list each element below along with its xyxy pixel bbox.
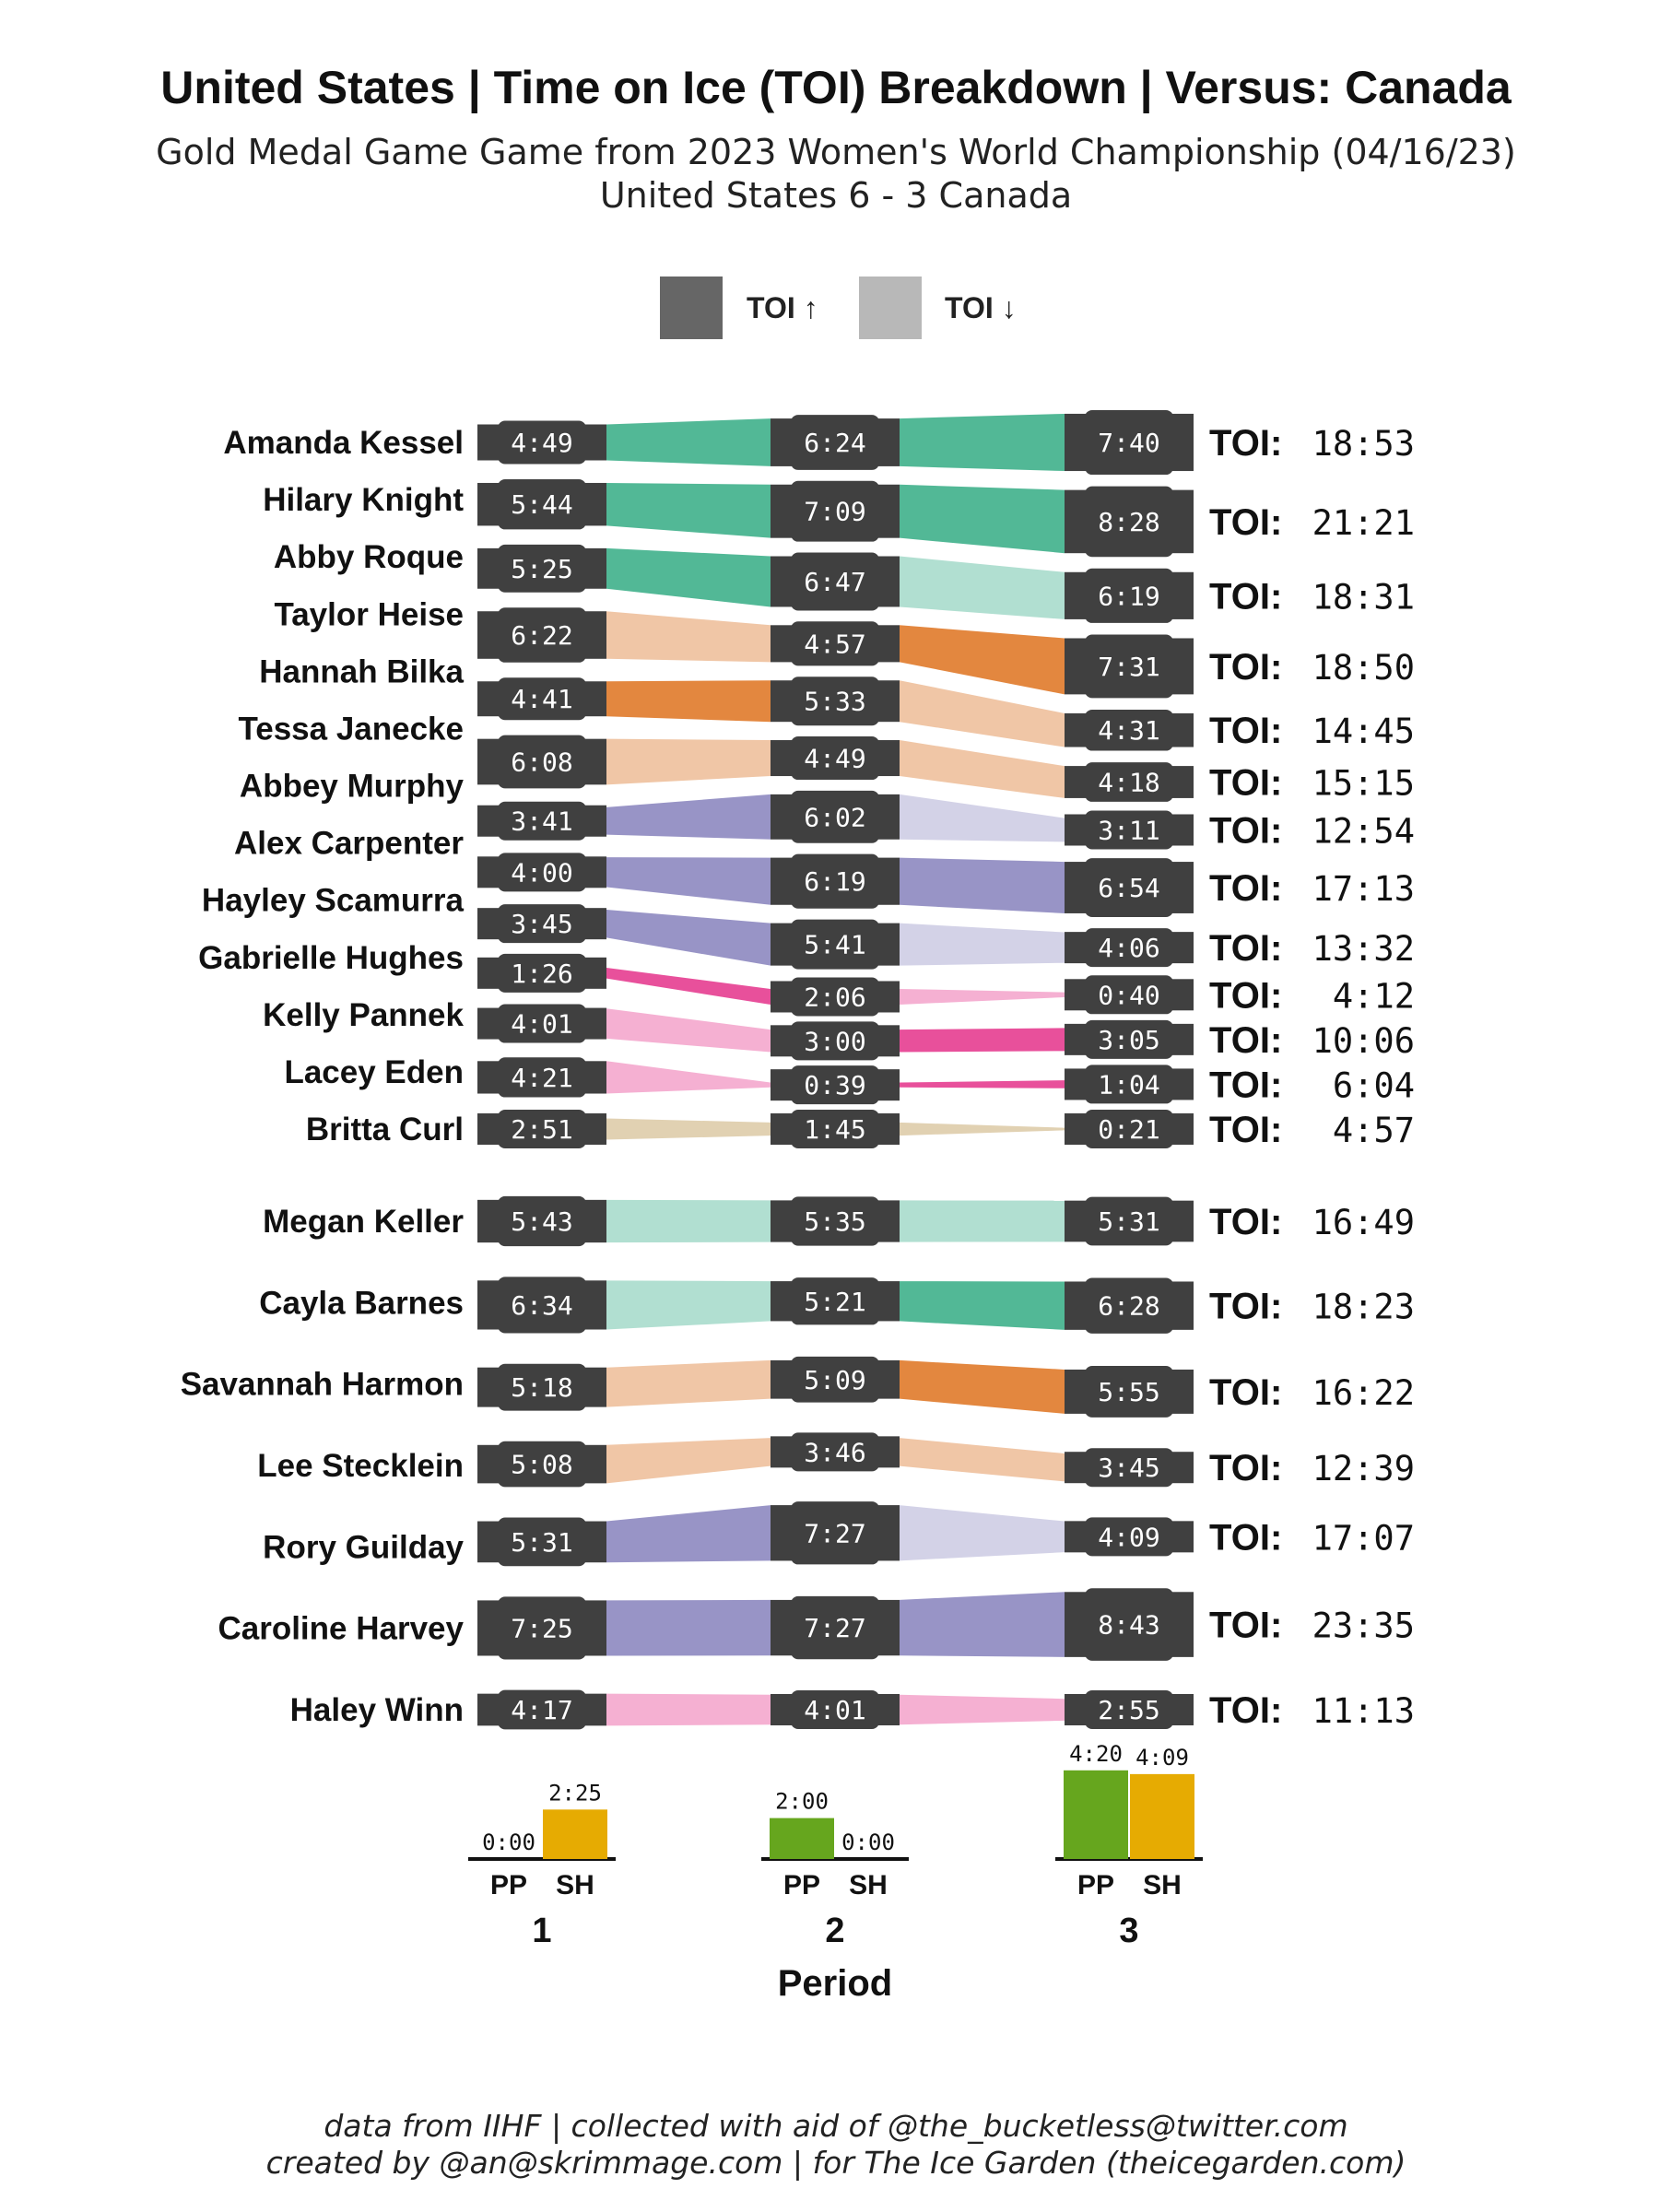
toi-label-hayley-scamurra: TOI: (1209, 928, 1283, 970)
player-name-alex-carpenter: Alex Carpenter (234, 825, 464, 862)
sh-axis-label-period-3: SH (1143, 1870, 1182, 1900)
toi-total-rory-guilday: 17:07 (1312, 1518, 1415, 1559)
ribbon-rory-guilday-1-2 (606, 1505, 771, 1562)
ribbon-megan-keller-2-3 (900, 1200, 1065, 1241)
ribbon-savannah-harmon-2-3 (900, 1360, 1065, 1414)
ribbon-kelly-pannek-1-2 (606, 1008, 771, 1052)
toi-label-alex-carpenter: TOI: (1209, 868, 1283, 910)
period-toi-boxes (477, 410, 1194, 1729)
ribbon-abbey-murphy-1-2 (606, 794, 771, 840)
ribbon-lacey-eden-1-2 (606, 1061, 771, 1093)
toi-value-megan-keller-period-2: 5:35 (804, 1206, 866, 1237)
legend (660, 276, 1017, 339)
player-name-kelly-pannek: Kelly Pannek (263, 996, 464, 1033)
player-name-abbey-murphy: Abbey Murphy (239, 768, 464, 805)
toi-total-kelly-pannek: 10:06 (1312, 1020, 1415, 1061)
toi-total-lacey-eden: 6:04 (1332, 1065, 1415, 1106)
pp-bar-period-2 (770, 1818, 834, 1859)
ribbon-tessa-janecke-2-3 (900, 740, 1065, 798)
toi-value-rory-guilday-period-2: 7:27 (804, 1518, 866, 1549)
player-name-hilary-knight: Hilary Knight (263, 482, 464, 519)
toi-value-savannah-harmon-period-1: 5:18 (511, 1372, 573, 1404)
ribbon-abby-roque-1-2 (606, 548, 771, 607)
toi-label-britta-curl: TOI: (1209, 1110, 1283, 1150)
toi-total-abby-roque: 18:31 (1312, 577, 1415, 618)
sh-value-period-1: 2:25 (548, 1780, 602, 1806)
toi-total-hilary-knight: 21:21 (1312, 502, 1415, 543)
toi-label-megan-keller: TOI: (1209, 1202, 1283, 1242)
player-name-gabrielle-hughes: Gabrielle Hughes (198, 939, 464, 976)
toi-value-hannah-bilka-period-1: 4:41 (511, 684, 573, 715)
ribbon-rory-guilday-2-3 (900, 1505, 1065, 1560)
toi-value-britta-curl-period-3: 0:21 (1098, 1114, 1160, 1145)
ribbon-lee-stecklein-1-2 (606, 1438, 771, 1483)
player-name-tessa-janecke: Tessa Janecke (238, 711, 464, 747)
footer-credit-author: created by @an@skrimmage.com | for The Ice Garden (theicegarden.com) (265, 2145, 1406, 2181)
toi-value-rory-guilday-period-1: 5:31 (511, 1526, 573, 1558)
player-name-taylor-heise: Taylor Heise (274, 596, 464, 633)
toi-value-cayla-barnes-period-2: 5:21 (804, 1286, 866, 1317)
toi-value-kelly-pannek-period-3: 3:05 (1098, 1024, 1160, 1055)
player-name-lacey-eden: Lacey Eden (284, 1053, 464, 1090)
x-axis-title: Period (777, 1963, 893, 2004)
toi-label-kelly-pannek: TOI: (1209, 1019, 1283, 1061)
player-name-haley-winn: Haley Winn (289, 1692, 464, 1728)
player-name-megan-keller: Megan Keller (263, 1204, 464, 1240)
ribbon-cayla-barnes-1-2 (606, 1280, 771, 1329)
period-label-3: 3 (1119, 1912, 1139, 1950)
ribbon-amanda-kessel-1-2 (606, 418, 771, 466)
ribbon-abbey-murphy-2-3 (900, 794, 1065, 842)
toi-total-haley-winn: 11:13 (1312, 1691, 1415, 1731)
player-name-hannah-bilka: Hannah Bilka (259, 653, 464, 690)
toi-value-cayla-barnes-period-3: 6:28 (1098, 1290, 1160, 1322)
toi-value-hayley-scamurra-period-3: 4:06 (1098, 933, 1160, 964)
toi-label-caroline-harvey: TOI: (1209, 1605, 1283, 1646)
ribbon-gabrielle-hughes-2-3 (900, 989, 1065, 1005)
toi-label-lee-stecklein: TOI: (1209, 1448, 1283, 1489)
toi-value-gabrielle-hughes-period-1: 1:26 (511, 958, 573, 989)
toi-value-megan-keller-period-3: 5:31 (1098, 1206, 1160, 1237)
ribbon-kelly-pannek-2-3 (900, 1028, 1065, 1052)
toi-label-tessa-janecke: TOI: (1209, 762, 1283, 804)
toi-label-taylor-heise: TOI: (1209, 646, 1283, 688)
toi-value-hilary-knight-period-3: 8:28 (1098, 506, 1160, 537)
toi-value-abbey-murphy-period-3: 3:11 (1098, 815, 1160, 846)
special-teams-bars (468, 1741, 1203, 1950)
score-line: United States 6 - 3 Canada (599, 175, 1073, 216)
toi-value-cayla-barnes-period-1: 6:34 (511, 1289, 573, 1321)
toi-total-alex-carpenter: 17:13 (1312, 869, 1415, 910)
legend-swatch-toi-up (660, 276, 723, 339)
toi-value-tessa-janecke-period-2: 4:49 (804, 743, 866, 774)
ribbon-caroline-harvey-2-3 (900, 1592, 1065, 1657)
player-totals (1209, 423, 1415, 1731)
toi-label-amanda-kessel: TOI: (1209, 423, 1283, 464)
ribbon-tessa-janecke-1-2 (606, 739, 771, 785)
toi-value-abby-roque-period-3: 6:19 (1098, 581, 1160, 612)
toi-value-abby-roque-period-2: 6:47 (804, 566, 866, 597)
ribbon-cayla-barnes-2-3 (900, 1281, 1065, 1330)
ribbon-hayley-scamurra-2-3 (900, 924, 1065, 966)
toi-total-hannah-bilka: 14:45 (1312, 712, 1415, 752)
toi-value-megan-keller-period-1: 5:43 (511, 1206, 573, 1237)
ribbon-hannah-bilka-2-3 (900, 680, 1065, 747)
toi-value-haley-winn-period-3: 2:55 (1098, 1695, 1160, 1725)
toi-value-alex-carpenter-period-2: 6:19 (804, 866, 866, 898)
toi-label-gabrielle-hughes: TOI: (1209, 975, 1283, 1017)
toi-label-haley-winn: TOI: (1209, 1690, 1283, 1731)
sh-bar-period-3 (1130, 1774, 1194, 1859)
toi-value-caroline-harvey-period-2: 7:27 (804, 1613, 866, 1644)
toi-value-kelly-pannek-period-2: 3:00 (804, 1026, 866, 1057)
toi-label-hilary-knight: TOI: (1209, 501, 1283, 543)
toi-total-lee-stecklein: 12:39 (1312, 1449, 1415, 1489)
toi-label-abby-roque: TOI: (1209, 576, 1283, 618)
toi-total-savannah-harmon: 16:22 (1312, 1372, 1415, 1413)
ribbon-alex-carpenter-2-3 (900, 858, 1065, 913)
toi-value-britta-curl-period-1: 2:51 (511, 1114, 573, 1145)
toi-label-cayla-barnes: TOI: (1209, 1286, 1283, 1327)
toi-value-hannah-bilka-period-2: 5:33 (804, 686, 866, 717)
toi-value-kelly-pannek-period-1: 4:01 (511, 1008, 573, 1040)
player-name-lee-stecklein: Lee Stecklein (257, 1448, 464, 1484)
chart-subtitle: Gold Medal Game Game from 2023 Women's World Championship (04/16/23) (156, 132, 1516, 172)
period-label-1: 1 (532, 1912, 552, 1950)
toi-total-britta-curl: 4:57 (1332, 1111, 1415, 1150)
toi-value-lacey-eden-period-1: 4:21 (511, 1062, 573, 1093)
toi-total-taylor-heise: 18:50 (1312, 647, 1415, 688)
toi-value-caroline-harvey-period-1: 7:25 (511, 1613, 573, 1644)
sh-value-period-2: 0:00 (841, 1830, 895, 1855)
ribbon-hayley-scamurra-1-2 (606, 910, 771, 966)
toi-value-hayley-scamurra-period-2: 5:41 (804, 929, 866, 960)
player-name-abby-roque: Abby Roque (273, 539, 464, 576)
ribbon-britta-curl-2-3 (900, 1123, 1065, 1135)
pp-axis-label-period-3: PP (1077, 1870, 1115, 1900)
toi-value-lacey-eden-period-3: 1:04 (1098, 1069, 1160, 1100)
sh-bar-period-1 (543, 1809, 607, 1859)
toi-value-lee-stecklein-period-1: 5:08 (511, 1449, 573, 1480)
toi-value-caroline-harvey-period-3: 8:43 (1098, 1609, 1160, 1641)
legend-label-toi-down: TOI ↓ (945, 291, 1017, 324)
toi-value-taylor-heise-period-2: 4:57 (804, 629, 866, 660)
toi-value-amanda-kessel-period-2: 6:24 (804, 428, 866, 458)
footer-credit-data: data from IIHF | collected with aid of @the_bucketless@twitter.com (324, 2108, 1348, 2144)
sh-value-period-3: 4:09 (1135, 1744, 1189, 1771)
ribbon-britta-curl-1-2 (606, 1118, 771, 1139)
ribbon-haley-winn-2-3 (900, 1695, 1065, 1725)
ribbon-abby-roque-2-3 (900, 557, 1065, 619)
toi-total-tessa-janecke: 15:15 (1312, 763, 1415, 804)
ribbon-taylor-heise-1-2 (606, 611, 771, 662)
toi-value-tessa-janecke-period-1: 6:08 (511, 747, 573, 778)
player-name-caroline-harvey: Caroline Harvey (218, 1610, 464, 1647)
period-label-2: 2 (825, 1912, 845, 1950)
player-name-rory-guilday: Rory Guilday (263, 1529, 464, 1566)
toi-value-abby-roque-period-1: 5:25 (511, 553, 573, 584)
player-name-amanda-kessel: Amanda Kessel (223, 425, 464, 461)
legend-swatch-toi-down (859, 276, 922, 339)
toi-total-caroline-harvey: 23:35 (1312, 1606, 1415, 1646)
toi-total-cayla-barnes: 18:23 (1312, 1287, 1415, 1327)
ribbon-lee-stecklein-2-3 (900, 1438, 1065, 1481)
toi-value-abbey-murphy-period-2: 6:02 (804, 802, 866, 833)
legend-label-toi-up: TOI ↑ (747, 291, 818, 324)
ribbon-savannah-harmon-1-2 (606, 1360, 771, 1407)
player-name-britta-curl: Britta Curl (305, 1112, 464, 1147)
ribbon-hannah-bilka-1-2 (606, 680, 771, 722)
sh-axis-label-period-2: SH (849, 1870, 888, 1900)
toi-value-lee-stecklein-period-3: 3:45 (1098, 1453, 1160, 1484)
ribbon-haley-winn-1-2 (606, 1694, 771, 1726)
ribbon-amanda-kessel-2-3 (900, 414, 1065, 471)
ribbon-megan-keller-1-2 (606, 1200, 771, 1242)
player-name-cayla-barnes: Cayla Barnes (259, 1285, 464, 1322)
toi-label-hannah-bilka: TOI: (1209, 711, 1283, 752)
toi-value-hannah-bilka-period-3: 4:31 (1098, 715, 1160, 747)
toi-value-amanda-kessel-period-1: 4:49 (511, 428, 573, 458)
ribbon-caroline-harvey-1-2 (606, 1600, 771, 1656)
chart-title: United States | Time on Ice (TOI) Breakdown | Versus: Canada (160, 62, 1512, 113)
toi-label-lacey-eden: TOI: (1209, 1065, 1283, 1106)
toi-value-hayley-scamurra-period-1: 3:45 (511, 909, 573, 940)
sh-axis-label-period-1: SH (556, 1870, 594, 1900)
player-name-savannah-harmon: Savannah Harmon (180, 1366, 464, 1403)
toi-value-hilary-knight-period-1: 5:44 (511, 489, 573, 521)
toi-value-haley-winn-period-2: 4:01 (804, 1695, 866, 1725)
toi-value-britta-curl-period-2: 1:45 (804, 1114, 866, 1145)
player-names (181, 425, 465, 1728)
toi-value-hilary-knight-period-2: 7:09 (804, 496, 866, 527)
toi-value-alex-carpenter-period-3: 6:54 (1098, 873, 1160, 904)
toi-value-taylor-heise-period-1: 6:22 (511, 620, 573, 652)
toi-value-alex-carpenter-period-1: 4:00 (511, 857, 573, 888)
toi-total-amanda-kessel: 18:53 (1312, 424, 1415, 464)
toi-total-abbey-murphy: 12:54 (1312, 811, 1415, 852)
toi-value-lee-stecklein-period-2: 3:46 (804, 1437, 866, 1468)
ribbon-alex-carpenter-1-2 (606, 857, 771, 905)
toi-value-amanda-kessel-period-3: 7:40 (1098, 428, 1160, 458)
ribbon-hilary-knight-2-3 (900, 485, 1065, 553)
toi-total-megan-keller: 16:49 (1312, 1203, 1415, 1242)
toi-value-taylor-heise-period-3: 7:31 (1098, 651, 1160, 682)
toi-value-tessa-janecke-period-3: 4:18 (1098, 767, 1160, 798)
ribbon-gabrielle-hughes-1-2 (606, 968, 771, 1005)
pp-axis-label-period-2: PP (782, 1870, 821, 1900)
toi-label-rory-guilday: TOI: (1209, 1517, 1283, 1559)
toi-value-rory-guilday-period-3: 4:09 (1098, 1522, 1160, 1553)
pp-value-period-2: 2:00 (775, 1788, 829, 1815)
toi-value-savannah-harmon-period-2: 5:09 (804, 1364, 866, 1395)
toi-total-hayley-scamurra: 13:32 (1312, 929, 1415, 970)
pp-axis-label-period-1: PP (489, 1870, 528, 1900)
ribbon-hilary-knight-1-2 (606, 483, 771, 538)
pp-value-period-3: 4:20 (1069, 1740, 1123, 1767)
toi-total-gabrielle-hughes: 4:12 (1332, 976, 1415, 1017)
toi-label-abbey-murphy: TOI: (1209, 810, 1283, 852)
ribbon-taylor-heise-2-3 (900, 625, 1065, 694)
toi-value-gabrielle-hughes-period-2: 2:06 (804, 982, 866, 1013)
toi-value-gabrielle-hughes-period-3: 0:40 (1098, 980, 1160, 1011)
pp-bar-period-3 (1064, 1771, 1128, 1859)
pp-value-period-1: 0:00 (482, 1830, 535, 1855)
player-name-hayley-scamurra: Hayley Scamurra (201, 882, 464, 919)
ribbon-lacey-eden-2-3 (900, 1080, 1065, 1088)
toi-value-abbey-murphy-period-1: 3:41 (511, 806, 573, 837)
toi-value-savannah-harmon-period-3: 5:55 (1098, 1376, 1160, 1407)
toi-label-savannah-harmon: TOI: (1209, 1371, 1283, 1413)
toi-value-haley-winn-period-1: 4:17 (511, 1695, 573, 1725)
toi-value-lacey-eden-period-2: 0:39 (804, 1070, 866, 1101)
